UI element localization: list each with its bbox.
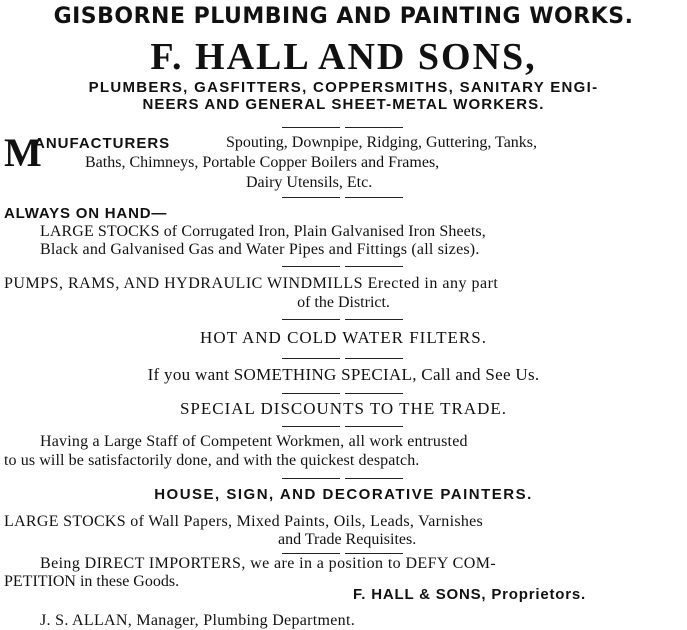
- divider-rule: [282, 319, 340, 320]
- firm-name: F. HALL AND SONS,: [150, 36, 537, 78]
- manager-line: J. S. ALLAN, Manager, Plumbing Department.: [40, 612, 356, 629]
- divider-rule: [345, 426, 403, 427]
- divider-rule: [345, 197, 403, 198]
- proprietors-line: F. HALL & SONS, Proprietors.: [353, 586, 586, 603]
- trades-line-2: NEERS AND GENERAL SHEET-METAL WORKERS.: [142, 96, 545, 113]
- divider-rule: [282, 393, 340, 394]
- drop-cap-m: M: [4, 130, 42, 175]
- painters-heading: HOUSE, SIGN, AND DECORATIVE PAINTERS.: [154, 486, 533, 503]
- divider-rule: [345, 127, 403, 128]
- pumps-line-1: PUMPS, RAMS, AND HYDRAULIC WINDMILLS Erected in any part: [4, 275, 499, 292]
- works-title: GISBORNE PLUMBING AND PAINTING WORKS.: [53, 4, 634, 29]
- importers-line-2: PETITION in these Goods.: [4, 573, 180, 590]
- divider-rule: [345, 393, 403, 394]
- discounts-line: SPECIAL DISCOUNTS TO THE TRADE.: [179, 399, 508, 418]
- always-on-hand-line-1: LARGE STOCKS of Corrugated Iron, Plain Galvanised Iron Sheets,: [40, 223, 486, 240]
- divider-rule: [345, 266, 403, 267]
- divider-rule: [282, 127, 340, 128]
- divider-rule: [282, 426, 340, 427]
- importers-line-1: Being DIRECT IMPORTERS, we are in a position to DEFY COM-: [40, 555, 497, 572]
- manufacturers-line-2: Baths, Chimneys, Portable Copper Boilers and Frames,: [85, 154, 440, 171]
- divider-rule: [282, 553, 340, 554]
- staff-line-1: Having a Large Staff of Competent Workmen, all work entrusted: [40, 433, 468, 450]
- divider-rule: [282, 197, 340, 198]
- filters-line: HOT AND COLD WATER FILTERS.: [200, 328, 487, 347]
- divider-rule: [282, 358, 340, 359]
- always-on-hand-line-2: Black and Galvanised Gas and Water Pipes and Fittings (all sizes).: [40, 241, 480, 258]
- wallpapers-line-2: and Trade Requisites.: [278, 531, 417, 548]
- trades-line-1: PLUMBERS, GASFITTERS, COPPERSMITHS, SANITARY ENGI-: [88, 79, 599, 96]
- manufacturers-line-1: Spouting, Downpipe, Ridging, Guttering, Tanks,: [226, 134, 538, 151]
- wallpapers-line-1: LARGE STOCKS of Wall Papers, Mixed Paints, Oils, Leads, Varnishes: [4, 513, 484, 530]
- divider-rule: [282, 266, 340, 267]
- divider-rule: [282, 478, 340, 479]
- staff-line-2: to us will be satisfactorily done, and with the quickest despatch.: [4, 452, 420, 469]
- manufacturers-heading: ANUFACTURERS: [34, 135, 171, 152]
- pumps-line-2: of the District.: [297, 294, 390, 311]
- divider-rule: [345, 478, 403, 479]
- special-line: If you want SOMETHING SPECIAL, Call and See Us.: [147, 365, 540, 384]
- always-on-hand-heading: ALWAYS ON HAND—: [4, 205, 168, 222]
- divider-rule: [345, 358, 403, 359]
- manufacturers-line-3: Dairy Utensils, Etc.: [246, 174, 373, 191]
- divider-rule: [345, 319, 403, 320]
- divider-rule: [345, 553, 403, 554]
